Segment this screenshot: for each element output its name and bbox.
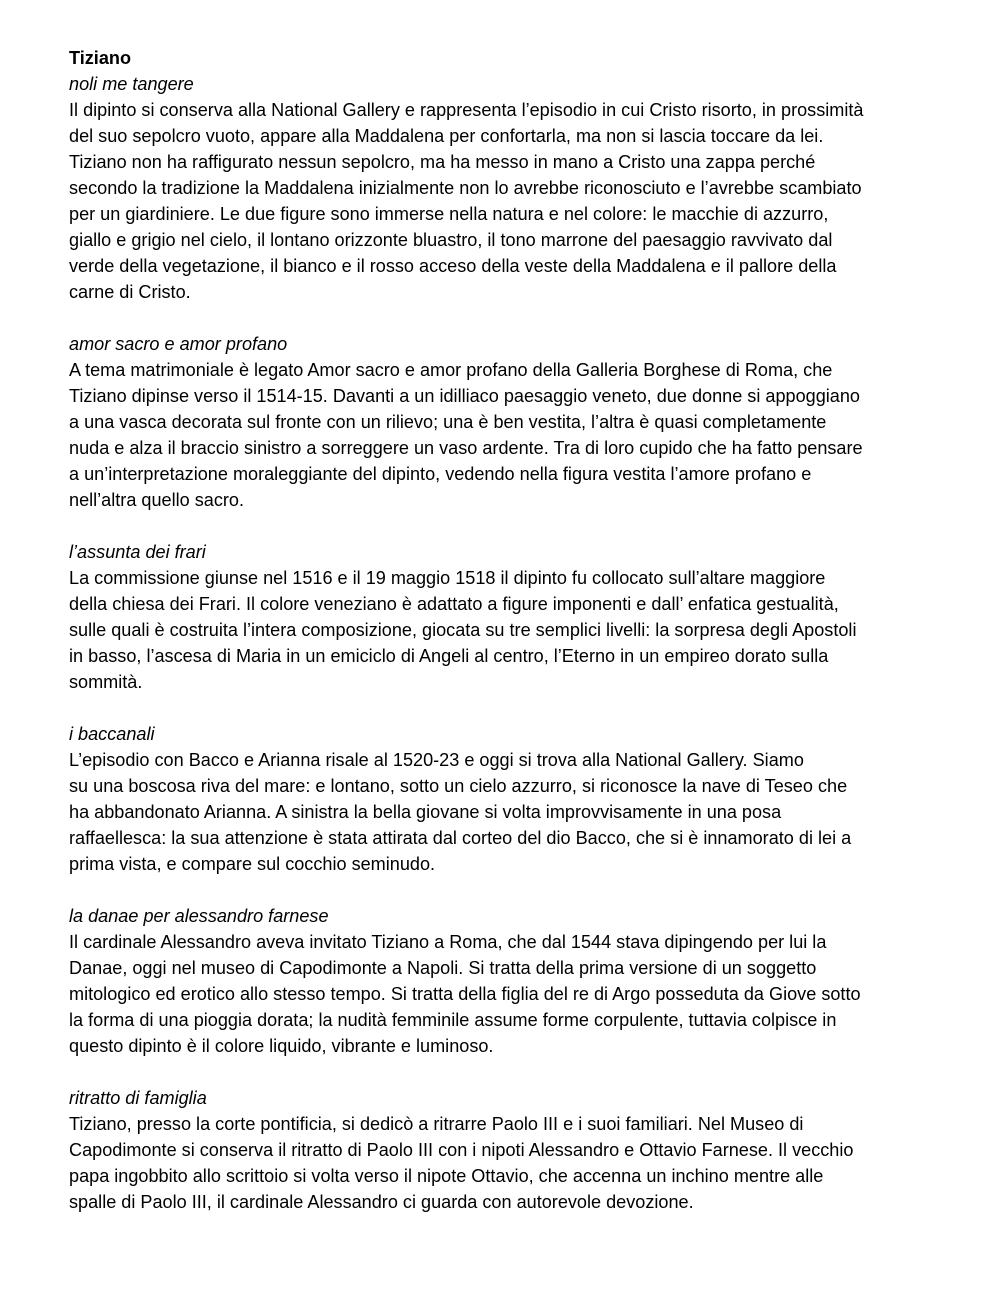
text-line: spalle di Paolo III, il cardinale Alessandro ci guarda con autorevole devozione. [69, 1192, 694, 1212]
text-line: della chiesa dei Frari. Il colore veneziano è adattato a figure imponenti e dall’ enfatica gestualità, [69, 594, 839, 614]
text-line: Il cardinale Alessandro aveva invitato Tiziano a Roma, che dal 1544 stava dipingendo per lui la [69, 932, 827, 952]
section-i-baccanali [69, 721, 939, 877]
text-line: Danae, oggi nel museo di Capodimonte a Napoli. Si tratta della prima versione di un soggetto [69, 958, 817, 978]
text-line: verde della vegetazione, il bianco e il rosso acceso della veste della Maddalena e il pallore della [69, 256, 837, 276]
text-line: Tiziano dipinse verso il 1514-15. Davanti a un idilliaco paesaggio veneto, due donne si appoggiano [69, 386, 860, 406]
section-body [69, 747, 939, 877]
section-heading: l’assunta dei frari [69, 542, 206, 562]
section-ritratto-di-famiglia [69, 1085, 939, 1215]
document-page [69, 45, 939, 1241]
section-noli-me-tangere [69, 71, 939, 305]
section-body [69, 97, 939, 305]
text-line: su una boscosa riva del mare: e lontano, sotto un cielo azzurro, si riconosce la nave di Teseo che [69, 776, 848, 796]
text-line: A tema matrimoniale è legato Amor sacro e amor profano della Galleria Borghese di Roma, che [69, 360, 833, 380]
text-line: per un giardiniere. Le due figure sono immerse nella natura e nel colore: le macchie di azzurro, [69, 204, 829, 224]
section-amor-sacro-e-amor-profano [69, 331, 939, 513]
text-line: nell’altra quello sacro. [69, 490, 245, 510]
text-line: sommità. [69, 672, 143, 692]
text-line: Tiziano non ha raffigurato nessun sepolcro, ma ha messo in mano a Cristo una zappa perché [69, 152, 816, 172]
text-line: in basso, l’ascesa di Maria in un emiciclo di Angeli al centro, l’Eterno in un empireo dorato sulla [69, 646, 829, 666]
text-line: mitologico ed erotico allo stesso tempo. Si tratta della figlia del re di Argo posseduta da Giove sotto [69, 984, 861, 1004]
text-line: giallo e grigio nel cielo, il lontano orizzonte bluastro, il tono marrone del paesaggio ravvivato dal [69, 230, 833, 250]
section-la-danae [69, 903, 939, 1059]
text-line: L’episodio con Bacco e Arianna risale al 1520-23 e oggi si trova alla National Gallery. Siamo [69, 750, 804, 770]
text-line: sulle quali è costruita l’intera composizione, giocata su tre semplici livelli: la sorpresa degli Apostoli [69, 620, 857, 640]
text-line: questo dipinto è il colore liquido, vibrante e luminoso. [69, 1036, 494, 1056]
section-heading: i baccanali [69, 724, 155, 744]
text-line: Il dipinto si conserva alla National Gallery e rappresenta l’episodio in cui Cristo risorto, in prossimità [69, 100, 864, 120]
text-line: la forma di una pioggia dorata; la nudità femminile assume forme corpulente, tuttavia colpisce in [69, 1010, 837, 1030]
text-line: raffaellesca: la sua attenzione è stata attirata dal corteo del dio Bacco, che si è innamorato di lei a [69, 828, 852, 848]
section-assunta-dei-frari [69, 539, 939, 695]
section-body [69, 1111, 939, 1215]
section-body [69, 929, 939, 1059]
section-body [69, 565, 939, 695]
text-line: del suo sepolcro vuoto, appare alla Maddalena per confortarla, ma non si lascia toccare da lei. [69, 126, 824, 146]
text-line: carne di Cristo. [69, 282, 191, 302]
section-body [69, 357, 939, 513]
text-line: ha abbandonato Arianna. A sinistra la bella giovane si volta improvvisamente in una posa [69, 802, 782, 822]
document-title: Tiziano [69, 48, 131, 68]
section-heading: la danae per alessandro farnese [69, 906, 329, 926]
text-line: a un’interpretazione moraleggiante del dipinto, vedendo nella figura vestita l’amore profano e [69, 464, 812, 484]
text-line: secondo la tradizione la Maddalena inizialmente non lo avrebbe riconosciuto e l’avrebbe scambiato [69, 178, 862, 198]
section-heading: noli me tangere [69, 74, 194, 94]
section-heading: amor sacro e amor profano [69, 334, 288, 354]
text-line: prima vista, e compare sul cocchio seminudo. [69, 854, 436, 874]
text-line: La commissione giunse nel 1516 e il 19 maggio 1518 il dipinto fu collocato sull’altare maggiore [69, 568, 826, 588]
text-line: nuda e alza il braccio sinistro a sorreggere un vaso ardente. Tra di loro cupido che ha fatto pensare [69, 438, 863, 458]
section-heading: ritratto di famiglia [69, 1088, 207, 1108]
text-line: Capodimonte si conserva il ritratto di Paolo III con i nipoti Alessandro e Ottavio Farnese. Il vecchio [69, 1140, 854, 1160]
text-line: Tiziano, presso la corte pontificia, si dedicò a ritrarre Paolo III e i suoi familiari. Nel Museo di [69, 1114, 804, 1134]
text-line: papa ingobbito allo scrittoio si volta verso il nipote Ottavio, che accenna un inchino mentre alle [69, 1166, 824, 1186]
text-line: a una vasca decorata sul fronte con un rilievo; una è ben vestita, l’altra è quasi completamente [69, 412, 827, 432]
